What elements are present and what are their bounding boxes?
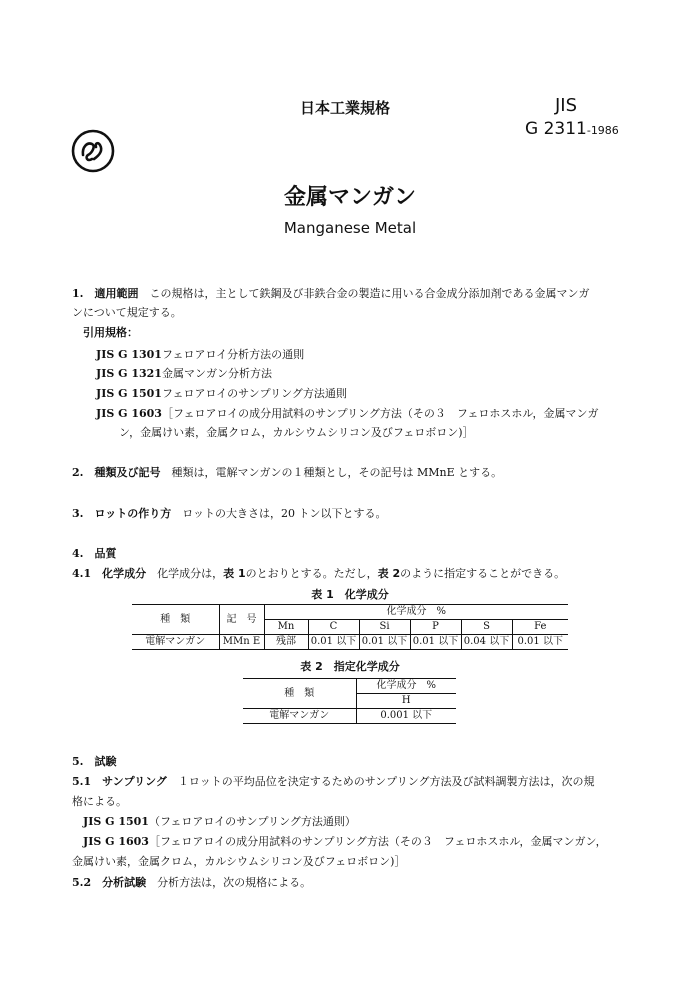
table-1-kind: 電解マンガン — [132, 635, 219, 650]
section-5-1-line-2: 格による。 — [72, 795, 127, 808]
section-number: 4. — [72, 547, 84, 560]
section-5-1-line-1 — [72, 773, 595, 789]
table-reference: 表 2 — [377, 567, 401, 580]
section-number: 1. — [72, 287, 84, 300]
section-heading: 品質 — [94, 547, 117, 560]
section-heading: ロットの作り方 — [94, 507, 172, 520]
reference-code: JIS G 1603 — [96, 407, 162, 420]
section-4-1 — [72, 565, 565, 581]
section-number: 5. — [72, 755, 84, 768]
jis-mark-icon — [70, 128, 116, 177]
reference-item — [83, 833, 607, 849]
jis-label: JIS — [555, 95, 578, 116]
table-1-header-kind: 種 類 — [132, 605, 219, 635]
section-text: のように指定することができる。 — [400, 567, 566, 580]
reference-code: JIS G 1321 — [96, 367, 162, 380]
table-1-value: 0.04 以下 — [461, 635, 512, 650]
table-2 — [243, 678, 456, 724]
table-1-element: Si — [359, 620, 410, 635]
section-text: 種類は，電解マンガンの１種類とし，その記号は MMnE とする。 — [171, 466, 503, 479]
reference-item — [83, 813, 356, 829]
section-text: １ロットの平均品位を決定するためのサンプリング方法及び試料調製方法は，次の規 — [177, 775, 595, 788]
table-reference: 表 1 — [223, 567, 246, 580]
reference-title: 金属マンガン分析方法 — [162, 367, 272, 380]
jis-code-number: G 2311 — [525, 119, 587, 139]
reference-title: ［フェロアロイの成分用試料のサンプリング方法（その３ フェロホスホル，金属マンガン， — [148, 835, 607, 848]
table-2-kind: 電解マンガン — [243, 709, 356, 724]
reference-item — [96, 365, 272, 381]
reference-title: ［フェロアロイの成分用試料のサンプリング方法（その３ フェロホスホル，金属マンガ — [162, 407, 599, 420]
table-1-element: P — [410, 620, 461, 635]
subsection-number: 5.2 — [72, 876, 92, 889]
table-1-value: 0.01 以下 — [410, 635, 461, 650]
table-1-header-symbol: 記 号 — [219, 605, 264, 635]
reference-title: フェロアロイ分析方法の通則 — [162, 348, 305, 361]
section-5-2 — [72, 874, 311, 890]
document-title: 金属マンガン — [283, 185, 416, 210]
subsection-heading: 分析試験 — [102, 876, 147, 889]
reference-item — [96, 405, 598, 421]
jis-year: -1986 — [586, 124, 619, 137]
section-number: 2. — [72, 466, 84, 479]
table-row — [132, 635, 568, 650]
table-1 — [132, 604, 568, 650]
section-heading: 試験 — [94, 755, 117, 768]
table-1-value: 0.01 以下 — [512, 635, 568, 650]
table-1-element: C — [308, 620, 359, 635]
subsection-heading: 化学成分 — [102, 567, 147, 580]
jis-code — [525, 119, 619, 139]
table-1-caption: 表 1 化学成分 — [311, 588, 389, 601]
section-text: この規格は，主として鉄鋼及び非鉄合金の製造に用いる合金成分添加剤である金属マンガ — [149, 287, 590, 300]
section-heading: 適用範囲 — [94, 287, 139, 300]
standard-title: 日本工業規格 — [300, 99, 391, 117]
reference-continuation: ン，金属けい素，金属クロム，カルシウムシリコン及びフェロボロン)］ — [119, 426, 474, 439]
section-2 — [72, 464, 502, 480]
reference-item — [96, 385, 347, 401]
table-2-caption: 表 2 指定化学成分 — [300, 660, 400, 673]
reference-title: フェロアロイのサンプリング方法通則 — [162, 387, 347, 400]
table-2-element: H — [356, 694, 456, 709]
section-1-line-1 — [72, 285, 589, 301]
subsection-number: 4.1 — [72, 567, 92, 580]
section-text: 化学成分は， — [157, 567, 224, 580]
section-1-line-2: ンについて規定する。 — [72, 306, 182, 319]
reference-continuation: 金属けい素，金属クロム，カルシウムシリコン及びフェロボロン)］ — [72, 855, 406, 868]
table-1-element: Mn — [264, 620, 308, 635]
table-1-element: Fe — [512, 620, 568, 635]
section-text: のとおりとする。ただし， — [245, 567, 378, 580]
reference-code: JIS G 1501 — [96, 387, 162, 400]
section-text: ロットの大きさは，20 トン以下とする。 — [182, 507, 387, 520]
document-subtitle: Manganese Metal — [283, 219, 417, 237]
table-2-header-group: 化学成分 % — [356, 679, 456, 694]
subsection-number: 5.1 — [72, 775, 92, 788]
table-2-value: 0.001 以下 — [356, 709, 456, 724]
section-number: 3. — [72, 507, 84, 520]
section-heading: 種類及び記号 — [94, 466, 161, 479]
table-1-symbol: MMn E — [219, 635, 264, 650]
table-1-value: 0.01 以下 — [308, 635, 359, 650]
section-5-heading — [72, 753, 116, 769]
reference-heading: 引用規格： — [83, 326, 138, 339]
table-1-element: S — [461, 620, 512, 635]
table-2-header-kind: 種 類 — [243, 679, 356, 709]
subsection-heading: サンプリング — [102, 775, 167, 788]
table-1-value: 0.01 以下 — [359, 635, 410, 650]
reference-code: JIS G 1501 — [83, 815, 149, 828]
reference-title: （フェロアロイのサンプリング方法通則） — [148, 815, 356, 828]
table-1-value: 残部 — [264, 635, 308, 650]
section-4-heading — [72, 545, 116, 561]
table-row — [243, 709, 456, 724]
reference-item — [96, 346, 304, 362]
reference-code: JIS G 1301 — [96, 348, 162, 361]
section-text: 分析方法は，次の規格による。 — [157, 876, 312, 889]
table-1-header-group: 化学成分 % — [264, 605, 568, 620]
reference-code: JIS G 1603 — [83, 835, 149, 848]
section-3 — [72, 505, 387, 521]
